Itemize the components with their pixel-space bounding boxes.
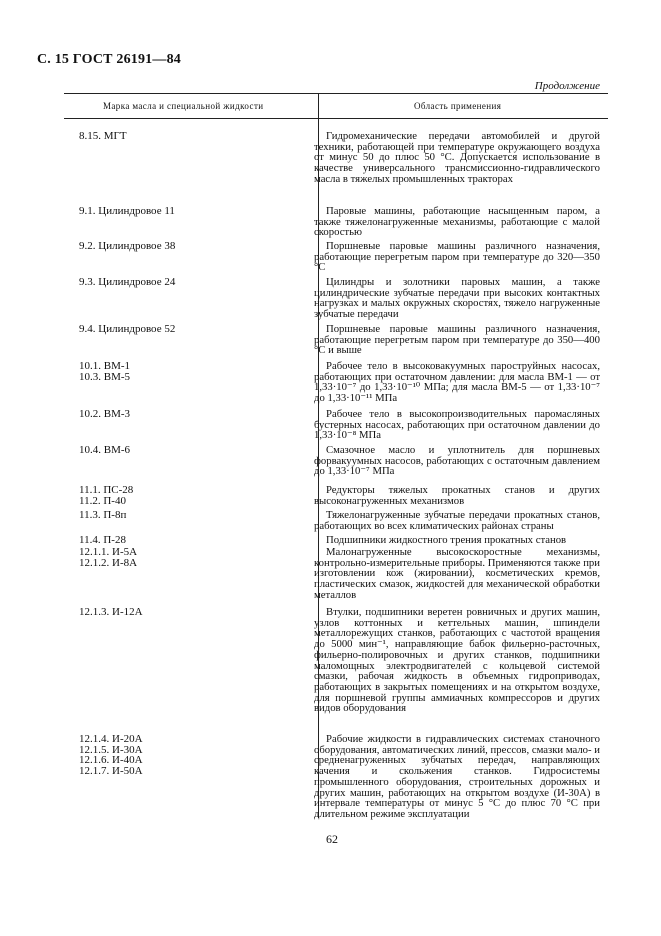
table-top-rule bbox=[64, 93, 608, 94]
application-cell: Малонагруженные высокоскоростные механизмы, контрольно-измерительные приборы. Применяются также при изготовлении кож (жировании), косметических кремов, пластических смазок, жидкостей для механической обработки металлов bbox=[314, 546, 600, 601]
column-divider bbox=[318, 93, 319, 118]
brand-cell bbox=[79, 445, 130, 456]
brand-name: 12.1.5. И-30А bbox=[79, 743, 143, 756]
header-bottom-rule bbox=[64, 118, 608, 119]
application-cell: Рабочие жидкости в гидравлических системах станочного оборудования, автоматических линий, прессов, смазки мало- и средненагруженных зубчатых передач, направляющих качения и скольжения станков. Гидросистемы промышленного оборудования, строительных дорожных и других машин, работающих на открытом воздухе (И-30А) в интервале температуры от минус 5 °С до плюс 70 °С при длительном режиме эксплуатации bbox=[314, 733, 600, 820]
application-cell: Тяжелонагруженные зубчатые передачи прокатных станов, работающих во всех климатических районах страны bbox=[314, 509, 600, 532]
brand-name: 10.3. ВМ-5 bbox=[79, 370, 131, 383]
application-cell: Втулки, подшипники веретен ровничных и других машин, узлов коттонных и кеттельных машин, шпиндели металлорежущих станков, работающих с частотой вращения до 5000 мин⁻¹, направляющие бабок фильерно-расточных, фильерно-полировочных и других станков, подшипники маломощных электродвигателей с кольцевой системой смазки, рабочая жидкость в объемных гидроприводах, работающих в закрытых помещениях и на открытом воздухе, для поршневой группы аммиачных компрессоров и других видов оборудования bbox=[314, 606, 600, 715]
page-number: 62 bbox=[326, 832, 338, 846]
brand-name: 11.1. ПС-28 bbox=[79, 484, 134, 496]
brand-name: 11.2. П-40 bbox=[79, 494, 126, 507]
brand-cell bbox=[79, 510, 126, 521]
brand-cell bbox=[79, 734, 143, 777]
brand-name: 11.3. П-8п bbox=[79, 509, 127, 521]
brand-cell bbox=[79, 131, 127, 142]
brand-cell bbox=[79, 277, 175, 288]
brand-name: 12.1.2. И-8А bbox=[79, 556, 138, 569]
brand-cell bbox=[79, 607, 143, 618]
brand-name: 12.1.3. И-12А bbox=[79, 606, 143, 618]
brand-name: 11.4. П-28 bbox=[79, 534, 126, 546]
brand-name: 9.4. Цилиндровое 52 bbox=[79, 323, 176, 335]
application-cell: Подшипники жидкостного трения прокатных станов bbox=[326, 534, 567, 546]
application-cell: Паровые машины, работающие насыщенным паром, а также тяжелонагруженные механизмы, работающие с малой скоростью bbox=[314, 205, 600, 239]
brand-cell bbox=[79, 324, 175, 335]
brand-cell bbox=[79, 535, 126, 546]
application-cell: Поршневые паровые машины различного назначения, работающие перегретым паром при температуре до 350—400 °С и выше bbox=[314, 323, 600, 357]
application-cell: Поршневые паровые машины различного назначения, работающие перегретым паром при температуре до 320—350 °С bbox=[314, 240, 600, 274]
brand-name: 10.2. ВМ-3 bbox=[79, 408, 131, 420]
brand-name: 9.2. Цилиндровое 38 bbox=[79, 240, 176, 252]
brand-name: 10.4. ВМ-6 bbox=[79, 444, 131, 456]
brand-cell bbox=[79, 485, 133, 506]
brand-name: 8.15. МГТ bbox=[79, 130, 127, 142]
brand-cell bbox=[79, 547, 137, 568]
brand-cell bbox=[79, 241, 175, 252]
brand-cell bbox=[79, 361, 130, 382]
brand-name: 12.1.1. И-5А bbox=[79, 546, 138, 558]
brand-name: 10.1. ВМ-1 bbox=[79, 360, 131, 372]
brand-name: 9.1. Цилиндровое 11 bbox=[79, 205, 175, 217]
column-header-brand: Марка масла и специальной жидкости bbox=[103, 101, 264, 111]
page-header: С. 15 ГОСТ 26191—84 bbox=[37, 52, 181, 67]
application-cell: Рабочее тело в высоковакуумных пароструйных насосах, работающих при остаточном давлении: для масла ВМ-1 — от 1,33·10⁻⁷ до 1,33·10⁻¹⁰ МПа; для масла ВМ-5 — от 1,33·10⁻⁷ до 1,33·10⁻¹¹ МПа bbox=[314, 360, 600, 405]
brand-name: 9.3. Цилиндровое 24 bbox=[79, 276, 176, 288]
application-cell: Гидромеханические передачи автомобилей и другой техники, работающей при температуре окружающего воздуха от минус 50 до плюс 50 °С. Допускается использование в качестве универсального трансмиссионно-гидравлического масла в тяжелых промышленных тракторах bbox=[314, 130, 600, 185]
continuation-label: Продолжение bbox=[534, 80, 600, 92]
brand-cell bbox=[79, 206, 175, 217]
brand-name: 12.1.7. И-50А bbox=[79, 765, 143, 778]
brand-name: 12.1.6. И-40А bbox=[79, 754, 143, 767]
brand-name: 12.1.4. И-20А bbox=[79, 733, 143, 745]
application-cell: Рабочее тело в высокопроизводительных паромасляных бустерных насосах, работающих при остаточном давлении до 1,33·10⁻⁸ МПа bbox=[314, 408, 600, 442]
application-cell: Цилиндры и золотники паровых машин, а также цилиндрические зубчатые передачи при высоких контактных нагрузках и малых окружных скоростях, тяжело нагруженные зубчатые передачи bbox=[314, 276, 600, 321]
application-cell: Смазочное масло и уплотнитель для поршневых форвакуумных насосов, работающих с остаточным давлением до 1,33·10⁻⁷ МПа bbox=[314, 444, 600, 478]
brand-cell bbox=[79, 409, 130, 420]
column-header-application: Область применения bbox=[414, 101, 502, 111]
application-cell: Редукторы тяжелых прокатных станов и других высоконагруженных механизмов bbox=[314, 484, 600, 507]
